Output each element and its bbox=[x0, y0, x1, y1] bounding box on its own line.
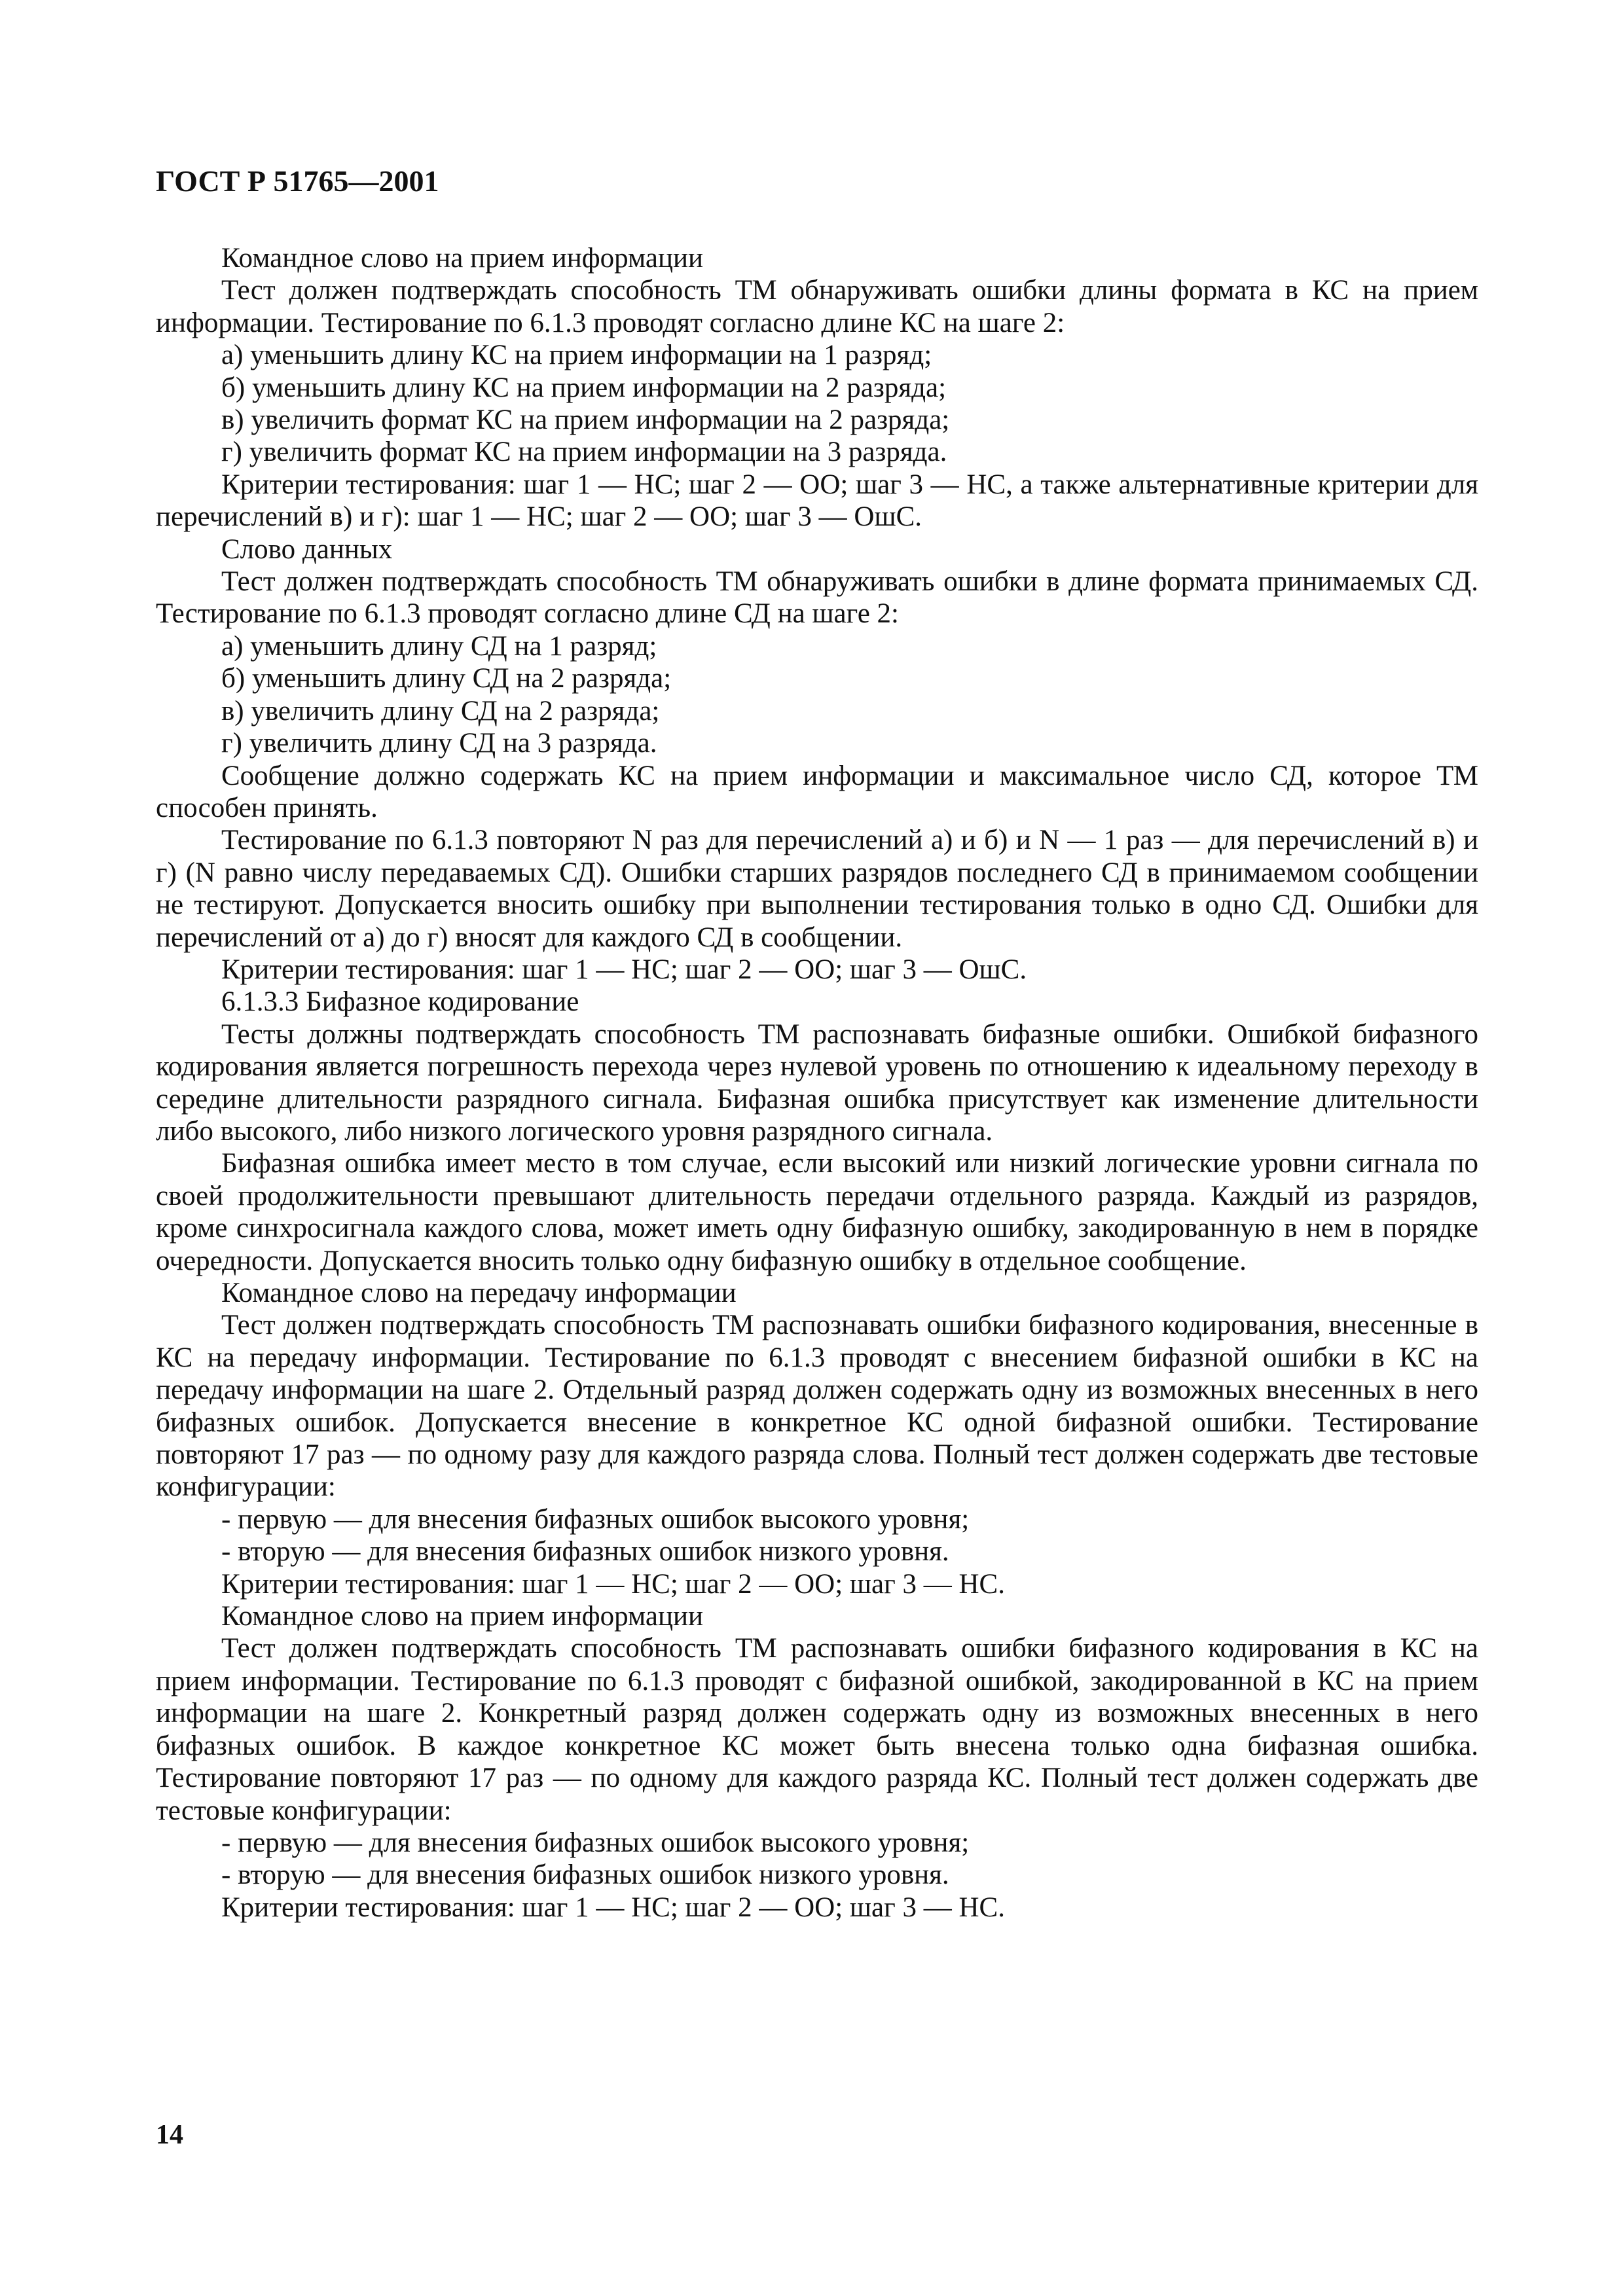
list-item: г) увеличить формат КС на прием информации на 3 разряда. bbox=[221, 437, 947, 468]
paragraph: Критерии тестирования: шаг 1 — НС; шаг 2 — ОО; шаг 3 — НС, а также альтернативные критерии для перечислений в) и г): шаг 1 — НС; шаг 2 — ОО; шаг 3 — ОшС. bbox=[156, 469, 1478, 533]
list-item: б) уменьшить длину СД на 2 разряда; bbox=[221, 663, 672, 694]
paragraph: Тест должен подтверждать способность ТМ распознавать ошибки бифазного кодирования в КС на прием информации. Тестирование по 6.1.3 проводят с бифазной ошибкой, закодированной в КС на прием информации на шаге 2. Конкретный разряд должен содержать одну из возможных внесенных в него бифазных ошибок. В каждое конкретное КС может быть внесена только одна бифазная ошибка. Тестирование повторяют 17 раз — по одному для каждого разряда КС. Полный тест должен содержать две тестовые конфигурации: bbox=[156, 1633, 1478, 1826]
paragraph: Тест должен подтверждать способность ТМ обнаруживать ошибки длины формата в КС на прием информации. Тестирование по 6.1.3 проводят согласно длине КС на шаге 2: bbox=[156, 275, 1478, 338]
paragraph: Сообщение должно содержать КС на прием информации и максимальное число СД, которое ТМ способен принять. bbox=[156, 760, 1478, 823]
list-item: в) увеличить длину СД на 2 разряда; bbox=[221, 695, 660, 726]
paragraph: Критерии тестирования: шаг 1 — НС; шаг 2 — ОО; шаг 3 — НС. bbox=[221, 1892, 1005, 1923]
list-item: б) уменьшить длину КС на прием информации на 2 разряда; bbox=[221, 372, 947, 403]
paragraph: Критерии тестирования: шаг 1 — НС; шаг 2 — ОО; шаг 3 — ОшС. bbox=[221, 954, 1027, 985]
list-item: - вторую — для внесения бифазных ошибок низкого уровня. bbox=[221, 1859, 949, 1891]
paragraph: Бифазная ошибка имеет место в том случае, если высокий или низкий логические уровни сигнала по своей продолжительности превышают длительность передачи отдельного разряда. Каждый из разрядов, кроме синхросигнала каждого слова, может иметь одну бифазную ошибку, закодированную в нем в порядке очередности. Допускается вносить только одну бифазную ошибку в отдельное сообщение. bbox=[156, 1148, 1478, 1276]
page-number: 14 bbox=[156, 2120, 183, 2150]
paragraph: Критерии тестирования: шаг 1 — НС; шаг 2 — ОО; шаг 3 — НС. bbox=[221, 1568, 1005, 1600]
list-item: а) уменьшить длину СД на 1 разряд; bbox=[221, 630, 657, 662]
paragraph-heading: Командное слово на прием информации bbox=[221, 1601, 703, 1632]
list-item: - первую — для внесения бифазных ошибок высокого уровня; bbox=[221, 1503, 970, 1535]
paragraph-heading: Слово данных bbox=[221, 533, 393, 565]
paragraph: Тестирование по 6.1.3 повторяют N раз для перечислений а) и б) и N — 1 раз — для перечислений в) и г) (N равно числу передаваемых СД). Ошибки старших разрядов последнего СД в принимаемом сообщении не тестируют. Допускается вносить ошибку при выполнении тестирования только в одно СД. Ошибки для перечислений от а) до г) вносят для каждого СД в сообщении. bbox=[156, 825, 1478, 953]
paragraph: Тест должен подтверждать способность ТМ распознавать ошибки бифазного кодирования, внесенные в КС на передачу информации. Тестирование по 6.1.3 проводят с внесением бифазной ошибки в КС на передачу информации на шаге 2. Отдельный разряд должен содержать одну из возможных внесенных в него бифазных ошибок. Допускается внесение в конкретное КС одной бифазной ошибки. Тестирование повторяют 17 раз — по одному разу для каждого разряда слова. Полный тест должен содержать две тестовые конфигурации: bbox=[156, 1310, 1478, 1503]
list-item: - вторую — для внесения бифазных ошибок низкого уровня. bbox=[221, 1536, 949, 1568]
list-item: г) увеличить длину СД на 3 разряда. bbox=[221, 728, 657, 759]
document-body bbox=[156, 242, 1478, 1924]
list-item: в) увеличить формат КС на прием информации на 2 разряда; bbox=[221, 404, 950, 436]
list-item: - первую — для внесения бифазных ошибок высокого уровня; bbox=[221, 1827, 970, 1858]
paragraph: Тест должен подтверждать способность ТМ обнаруживать ошибки в длине формата принимаемых СД. Тестирование по 6.1.3 проводят согласно длине СД на шаге 2: bbox=[156, 566, 1478, 630]
list-item: а) уменьшить длину КС на прием информации на 1 разряд; bbox=[221, 340, 932, 371]
document-header: ГОСТ Р 51765—2001 bbox=[156, 164, 439, 198]
section-heading: 6.1.3.3 Бифазное кодирование bbox=[221, 986, 579, 1018]
paragraph-heading: Командное слово на прием информации bbox=[221, 243, 703, 274]
paragraph: Тесты должны подтверждать способность ТМ распознавать бифазные ошибки. Ошибкой бифазного кодирования является погрешность перехода через нулевой уровень по отношению к идеальному переходу в середине длительности разрядного сигнала. Бифазная ошибка присутствует как изменение длительности либо высокого, либо низкого логического уровня разрядного сигнала. bbox=[156, 1018, 1478, 1147]
paragraph-heading: Командное слово на передачу информации bbox=[221, 1278, 737, 1308]
